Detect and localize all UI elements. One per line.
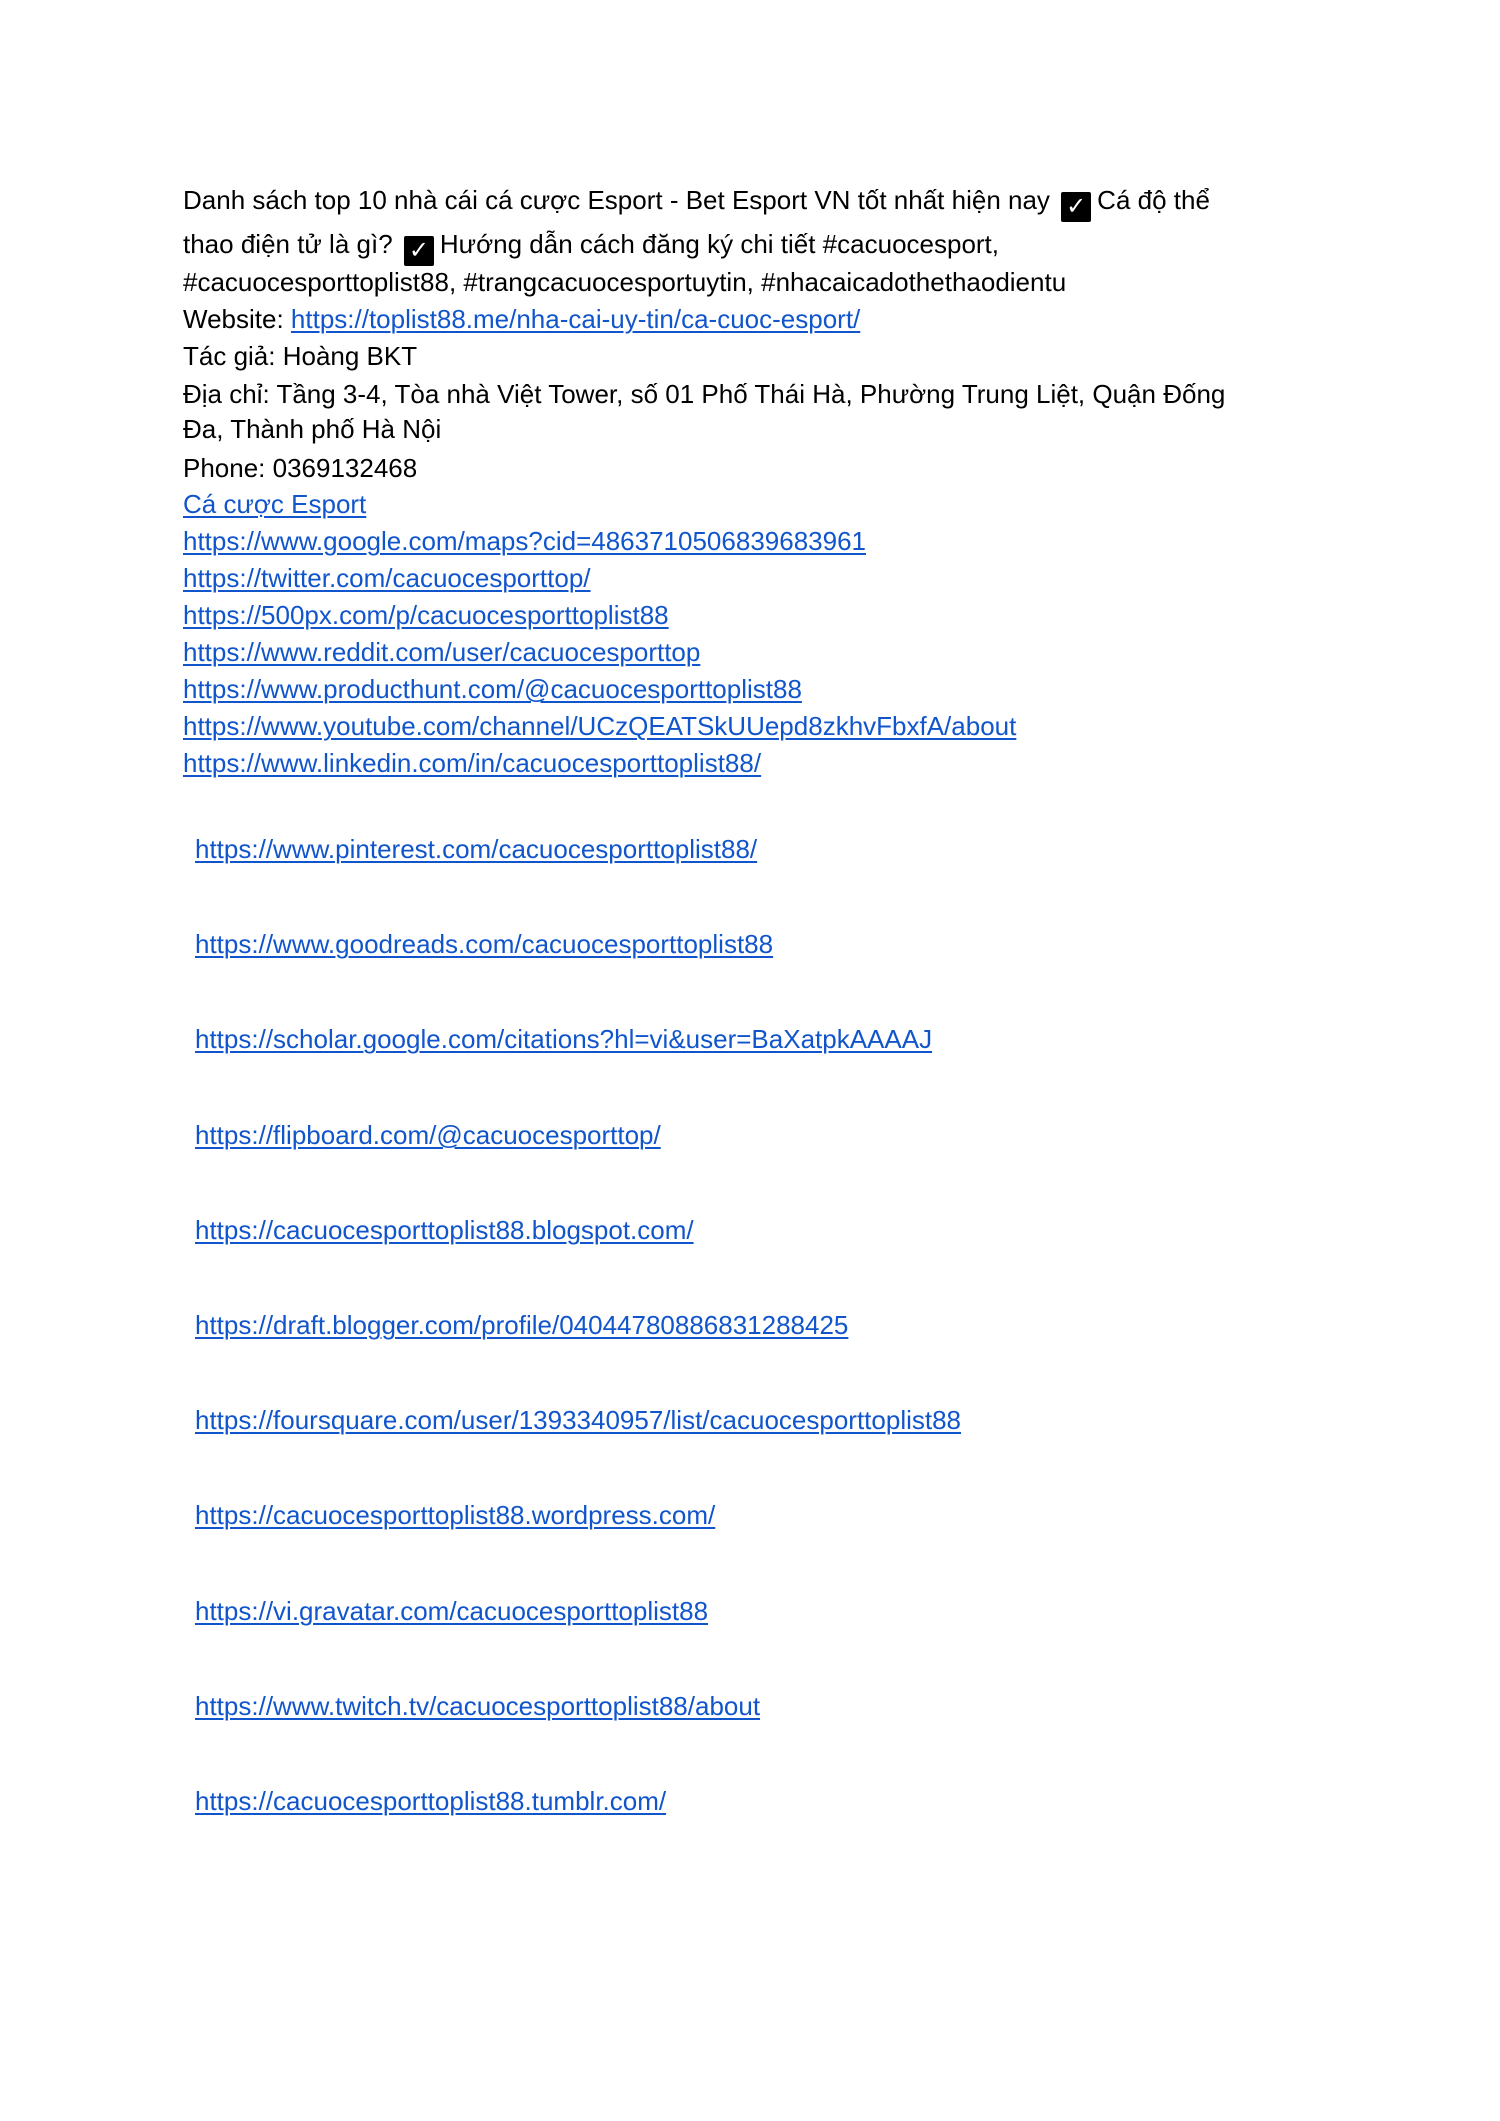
- link[interactable]: Cá cược Esport: [183, 489, 367, 519]
- link[interactable]: https://cacuocesporttoplist88.tumblr.com/: [195, 1786, 667, 1816]
- link[interactable]: https://500px.com/p/cacuocesporttoplist88: [183, 600, 669, 630]
- link[interactable]: https://vi.gravatar.com/cacuocesporttoplist88: [195, 1595, 709, 1626]
- link-row: [195, 1402, 961, 1439]
- intro-text: Hướng dẫn cách đăng ký chi tiết #cacuocesport,: [439, 229, 1000, 259]
- link[interactable]: https://scholar.google.com/citations?hl=vi&user=BaXatpkAAAAJ: [195, 1024, 933, 1055]
- link-row: [183, 745, 761, 782]
- checkbox-icon: ✓: [404, 236, 434, 266]
- address-line-1: Địa chỉ: Tầng 3-4, Tòa nhà Việt Tower, số 01 Phố Thái Hà, Phường Trung Liệt, Quận Đống: [183, 379, 1226, 409]
- link[interactable]: https://www.google.com/maps?cid=4863710506839683961: [183, 526, 866, 556]
- link-row: [183, 486, 366, 523]
- checkbox-icon: ✓: [1061, 192, 1091, 222]
- link[interactable]: https://flipboard.com/@cacuocesporttop/: [195, 1119, 661, 1150]
- author: Tác giả: Hoàng BKT: [183, 341, 418, 371]
- link[interactable]: https://foursquare.com/user/1393340957/list/cacuocesporttoplist88: [195, 1405, 962, 1436]
- link[interactable]: https://cacuocesporttoplist88.wordpress.com/: [195, 1500, 716, 1531]
- intro-text: Danh sách top 10 nhà cái cá cược Esport - Bet Esport VN tốt nhất hiện nay: [183, 185, 1050, 215]
- link-row: [195, 1212, 694, 1249]
- intro-text: thao điện tử là gì?: [183, 229, 393, 259]
- link-row: [195, 1117, 661, 1154]
- link[interactable]: https://www.linkedin.com/in/cacuocesporttoplist88/: [183, 748, 762, 778]
- link-row: [195, 926, 773, 963]
- link-row: [183, 671, 802, 708]
- link[interactable]: https://twitter.com/cacuocesporttop/: [183, 563, 591, 593]
- link-row: [195, 1307, 848, 1344]
- intro-text: Cá độ thể: [1097, 185, 1210, 215]
- link-row: [183, 708, 1016, 745]
- link-row: [195, 1021, 932, 1058]
- website-link[interactable]: https://toplist88.me/nha-cai-uy-tin/ca-cuoc-esport/: [290, 304, 861, 334]
- hashtags: #cacuocesporttoplist88, #trangcacuocesportuytin, #nhacaicadothethaodientu: [183, 267, 1067, 297]
- website-label: Website:: [183, 304, 291, 334]
- website-line: [183, 301, 860, 338]
- link-row: [195, 1593, 708, 1630]
- link-row: [183, 597, 669, 634]
- link[interactable]: https://cacuocesporttoplist88.blogspot.com/: [195, 1214, 694, 1245]
- link[interactable]: https://www.youtube.com/channel/UCzQEATSkUUepd8zkhvFbxfA/about: [183, 711, 1017, 741]
- link[interactable]: https://www.goodreads.com/cacuocesporttoplist88: [195, 929, 774, 960]
- link-row: [183, 560, 591, 597]
- link-row: [183, 634, 700, 671]
- link[interactable]: https://www.pinterest.com/cacuocesporttoplist88/: [195, 834, 758, 864]
- link-row: [195, 1783, 666, 1820]
- link-row: [195, 1497, 715, 1534]
- link[interactable]: https://www.twitch.tv/cacuocesporttoplist88/about: [195, 1690, 761, 1721]
- link-row: [195, 1688, 760, 1725]
- intro-line-1: [183, 182, 1210, 222]
- link[interactable]: https://www.reddit.com/user/cacuocesporttop: [183, 637, 701, 667]
- link-row: [183, 523, 866, 560]
- link-row: [195, 831, 757, 868]
- intro-line-2: [183, 226, 999, 266]
- link[interactable]: https://www.producthunt.com/@cacuocesporttoplist88: [183, 674, 802, 704]
- link[interactable]: https://draft.blogger.com/profile/04044780886831288425: [195, 1310, 849, 1340]
- address-line-2: Đa, Thành phố Hà Nội: [183, 414, 442, 444]
- phone: Phone: 0369132468: [183, 453, 418, 483]
